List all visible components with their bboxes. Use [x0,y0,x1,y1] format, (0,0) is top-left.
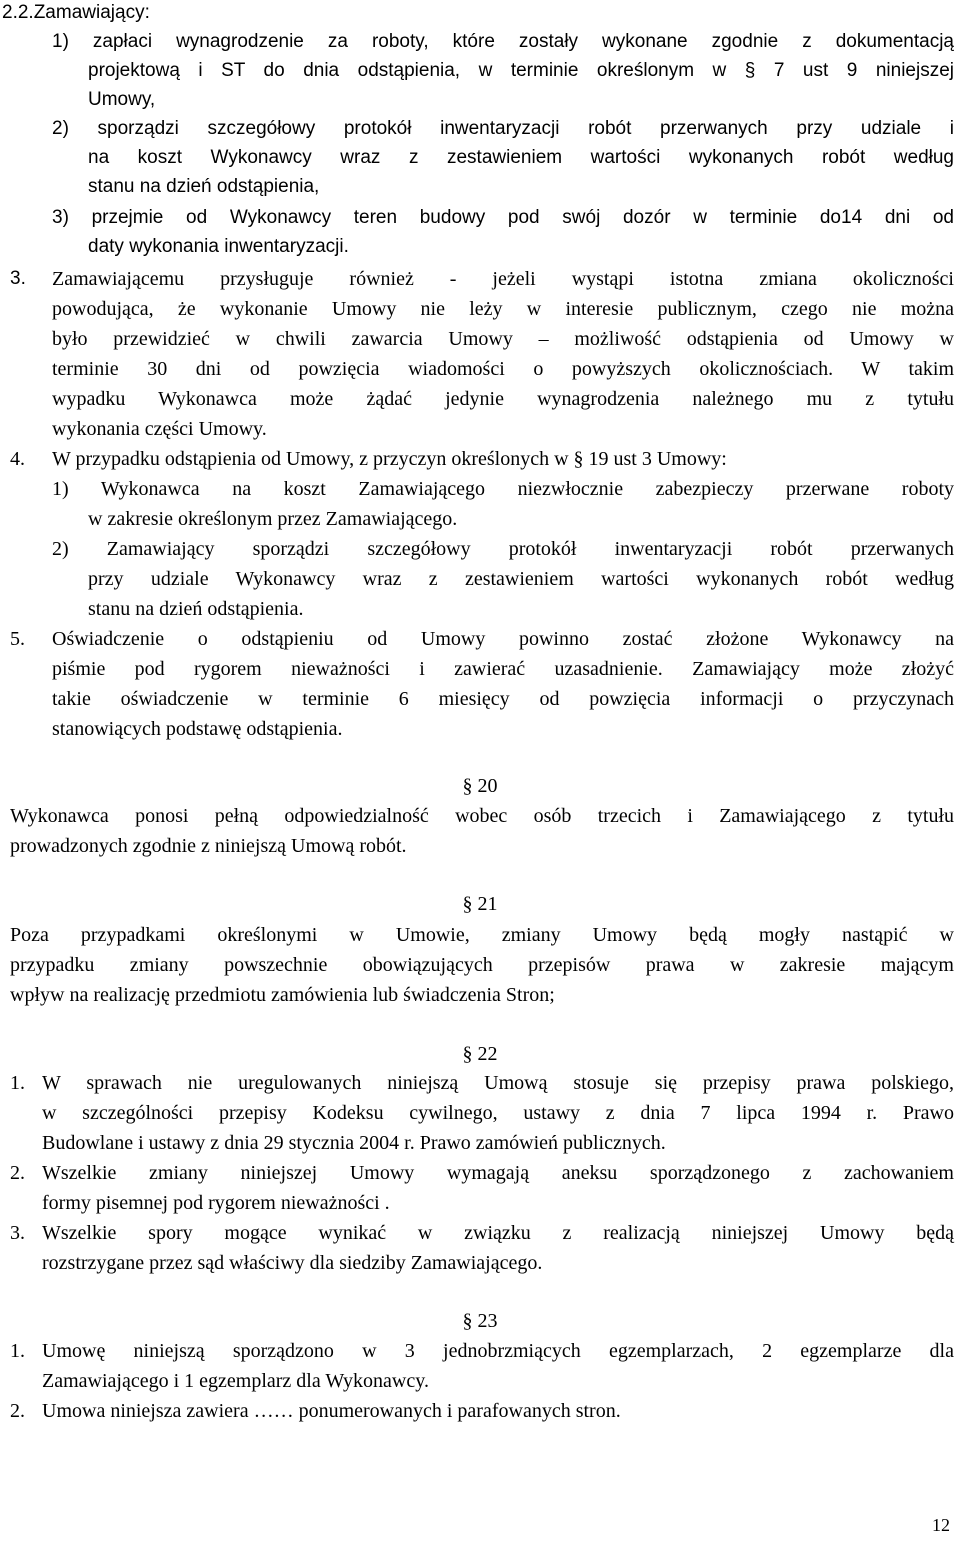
s21-line2: przypadku zmiany powszechnie obowiązujących przepisów prawa w zakresie mającym [10,954,954,976]
section-20-heading: § 20 [462,775,498,797]
s23-item1-line1: Umowę niniejszą sporządzono w 3 jednobrzmiących egzemplarzach, 2 egzemplarze dla [42,1340,954,1362]
para-5-line1: Oświadczenie o odstąpieniu od Umowy powinno zostać złożone Wykonawcy na [52,628,954,650]
sec-2-2-item1-line2: projektową i ST do dnia odstąpienia, w terminie określonym w § 7 ust 9 niniejszej [88,60,954,81]
para-3-line1: Zamawiającemu przysługuje również - jeżeli wystąpi istotna zmiana okoliczności [52,268,954,290]
sec-2-2-item1-line3: Umowy, [88,89,156,110]
para-5-number: 5. [10,628,25,650]
s20-line2: prowadzonych zgodnie z niniejszą Umową robót. [10,835,407,857]
s22-item2-line1: Wszelkie zmiany niniejszej Umowy wymagają aneksu sporządzonego z zachowaniem [42,1162,954,1184]
sec-2-2-item2-line2: na koszt Wykonawcy wraz z zestawieniem wartości wykonanych robót według [88,147,954,168]
section-22-heading: § 22 [462,1043,498,1065]
para-5-line2: piśmie pod rygorem nieważności i zawierać uzasadnienie. Zamawiający może złożyć [52,658,954,680]
para-4-lead: W przypadku odstąpienia od Umowy, z przyczyn określonych w § 19 ust 3 Umowy: [52,448,727,470]
s23-item1-line2: Zamawiającego i 1 egzemplarz dla Wykonawcy. [42,1370,429,1392]
para-3-line6: wykonania części Umowy. [52,418,267,440]
sec-2-2-item1-line1: 1) zapłaci wynagrodzenie za roboty, które zostały wykonane zgodnie z dokumentacją [52,31,954,52]
s22-item1-line1: W sprawach nie uregulowanych niniejszą Umową stosuje się przepisy prawa polskiego, [42,1072,954,1094]
sec-2-2-item3-line2: daty wykonania inwentaryzacji. [88,236,349,257]
s20-line1: Wykonawca ponosi pełną odpowiedzialność wobec osób trzecich i Zamawiającego z tytułu [10,805,954,827]
s23-item2-number: 2. [10,1400,25,1422]
s21-line3: wpływ na realizację przedmiotu zamówienia lub świadczenia Stron; [10,984,555,1006]
sec-2-2-item2-line1: 2) sporządzi szczegółowy protokół inwentaryzacji robót przerwanych przy udziale i [52,118,954,139]
s23-item1-number: 1. [10,1340,25,1362]
para-4-item2-line1: 2) Zamawiający sporządzi szczegółowy protokół inwentaryzacji robót przerwanych [52,538,954,560]
section-21-heading: § 21 [462,893,498,915]
para-3-line4: terminie 30 dni od powzięcia wiadomości o powyższych okolicznościach. W takim [52,358,954,380]
para-3-line2: powodująca, że wykonanie Umowy nie leży w interesie publicznym, czego nie można [52,298,954,320]
para-3-number: 3. [10,268,26,289]
s22-item3-line1: Wszelkie spory mogące wynikać w związku z realizacją niniejszej Umowy będą [42,1222,954,1244]
s22-item2-line2: formy pisemnej pod rygorem nieważności . [42,1192,390,1214]
para-4-item1-line2: w zakresie określonym przez Zamawiającego. [88,508,458,530]
para-3-line5: wypadku Wykonawca może żądać jedynie wynagrodzenia należnego mu z tytułu [52,388,954,410]
section-23-heading: § 23 [462,1310,498,1332]
section-lead: Zamawiający: [33,2,150,23]
s22-item3-line2: rozstrzygane przez sąd właściwy dla siedziby Zamawiającego. [42,1252,543,1274]
para-4-item2-line3: stanu na dzień odstąpienia. [88,598,304,620]
para-5-line4: stanowiących podstawę odstąpienia. [52,718,343,740]
s23-item2-line1: Umowa niniejsza zawiera …… ponumerowanych i parafowanych stron. [42,1400,621,1422]
section-number: 2.2. [2,2,34,23]
section-2-2-heading [2,0,150,28]
s22-item1-number: 1. [10,1072,25,1094]
s22-item1-line2: w szczególności przepisy Kodeksu cywilnego, ustawy z dnia 7 lipca 1994 r. Prawo [42,1102,954,1124]
page-number: 12 [932,1515,950,1535]
sec-2-2-item2-line3: stanu na dzień odstąpienia, [88,176,320,197]
s22-item3-number: 3. [10,1222,25,1244]
para-4-number: 4. [10,448,25,470]
s22-item1-line3: Budowlane i ustawy z dnia 29 stycznia 2004 r. Prawo zamówień publicznych. [42,1132,666,1154]
para-4-item2-line2: przy udziale Wykonawcy wraz z zestawieniem wartości wykonanych robót według [88,568,954,590]
sec-2-2-item3-line1: 3) przejmie od Wykonawcy teren budowy pod swój dozór w terminie do14 dni od [52,207,954,228]
para-5-line3: takie oświadczenie w terminie 6 miesięcy od powzięcia informacji o przyczynach [52,688,954,710]
s21-line1: Poza przypadkami określonymi w Umowie, zmiany Umowy będą mogły nastąpić w [10,924,954,946]
para-3-line3: było przewidzieć w chwili zawarcia Umowy – możliwość odstąpienia od Umowy w [52,328,954,350]
para-4-item1-line1: 1) Wykonawca na koszt Zamawiającego niezwłocznie zabezpieczy przerwane roboty [52,478,954,500]
s22-item2-number: 2. [10,1162,25,1184]
